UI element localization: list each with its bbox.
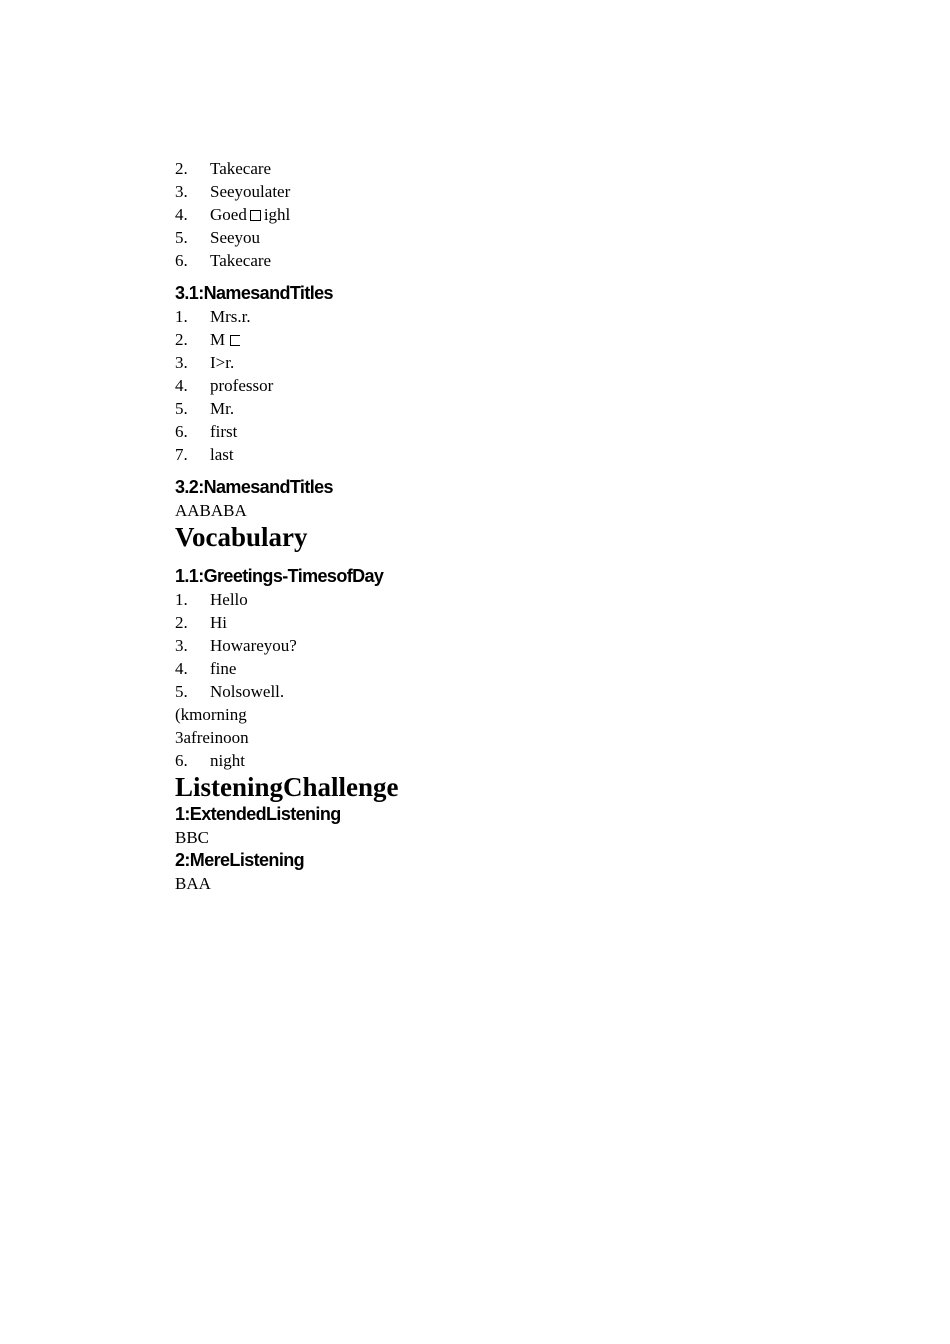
list-item-text: I>r. — [210, 353, 235, 372]
list-item-number: 1. — [175, 307, 188, 326]
list-item — [175, 420, 875, 443]
list-item — [175, 397, 875, 420]
list-item-text: last — [210, 445, 234, 464]
missing-glyph-box-icon — [230, 335, 240, 346]
list-item-number: 5. — [175, 682, 188, 701]
list-item-text: Mr. — [210, 399, 235, 418]
extra-line: 3afreinoon — [175, 728, 249, 747]
list-item-text: Seeyou — [210, 228, 261, 247]
list-item-number: 5. — [175, 399, 188, 418]
list-item-number: 3. — [175, 353, 188, 372]
list-item-text: Seeyoulater — [210, 182, 291, 201]
list-item-number: 6. — [175, 751, 188, 770]
list-item — [175, 680, 875, 703]
list-item — [175, 249, 875, 272]
list-item-number: 4. — [175, 376, 188, 395]
vocabulary-title: Vocabulary — [175, 522, 308, 552]
list-item-text: Takecare — [210, 251, 272, 270]
list-item — [175, 634, 875, 657]
list-item-number: 4. — [175, 659, 188, 678]
answer-text-extended-listening: BBC — [175, 828, 210, 847]
list-item — [175, 374, 875, 397]
list-item-text: Hello — [210, 590, 248, 609]
list-item — [175, 443, 875, 466]
list-item — [175, 180, 875, 203]
answer-list-top — [175, 157, 875, 272]
list-item-number: 2. — [175, 613, 188, 632]
list-item-number: 6. — [175, 251, 188, 270]
list-item-text: professor — [210, 376, 274, 395]
list-item — [175, 305, 875, 328]
list-item-text: fine — [210, 659, 237, 678]
answer-text-mere-listening: BAA — [175, 874, 211, 893]
section-heading-3-1: 3.1:NamesandTitles — [175, 283, 333, 303]
list-item — [175, 351, 875, 374]
list-item-text: first — [210, 422, 238, 441]
list-item — [175, 203, 875, 226]
answer-list-1-1 — [175, 588, 875, 703]
section-heading-mere-listening: 2:MereListening — [175, 850, 305, 870]
section-heading-1-1: 1.1:Greetings-TimesofDay — [175, 566, 384, 586]
list-item-text: night — [210, 751, 245, 770]
list-item — [175, 611, 875, 634]
list-item-text: Takecare — [210, 159, 272, 178]
list-item-text: Howareyou? — [210, 636, 297, 655]
list-item-text: Nolsowell. — [210, 682, 285, 701]
list-item — [175, 657, 875, 680]
section-heading-3-2: 3.2:NamesandTitles — [175, 477, 333, 497]
list-item-number: 3. — [175, 182, 188, 201]
list-item-number: 5. — [175, 228, 188, 247]
list-item-number: 4. — [175, 205, 188, 224]
list-item-number: 2. — [175, 330, 188, 349]
extra-line: (kmorning — [175, 705, 247, 724]
list-item-text-value: M — [210, 330, 226, 349]
answer-text-3-2: AABABA — [175, 501, 247, 520]
section-heading-extended-listening: 1:ExtendedListening — [175, 804, 341, 824]
list-item-number: 1. — [175, 590, 188, 609]
answer-list-3-1 — [175, 305, 875, 466]
list-item-text: Mrs.r. — [210, 307, 251, 326]
list-item — [175, 328, 875, 351]
list-item-text — [210, 328, 243, 351]
list-item-number: 3. — [175, 636, 188, 655]
list-item — [175, 226, 875, 249]
list-item-text — [210, 203, 290, 226]
list-item — [175, 749, 875, 772]
list-item-text: Hi — [210, 613, 227, 632]
document-page — [175, 157, 875, 895]
list-item-number: 2. — [175, 159, 188, 178]
list-item-text-after: ighl — [263, 205, 291, 224]
list-item-number: 6. — [175, 422, 188, 441]
list-item — [175, 588, 875, 611]
list-item-number: 7. — [175, 445, 188, 464]
list-item — [175, 157, 875, 180]
listening-challenge-title: ListeningChallenge — [175, 772, 399, 802]
list-item-text-before: Goed — [210, 205, 247, 224]
missing-glyph-box-icon — [250, 210, 261, 221]
